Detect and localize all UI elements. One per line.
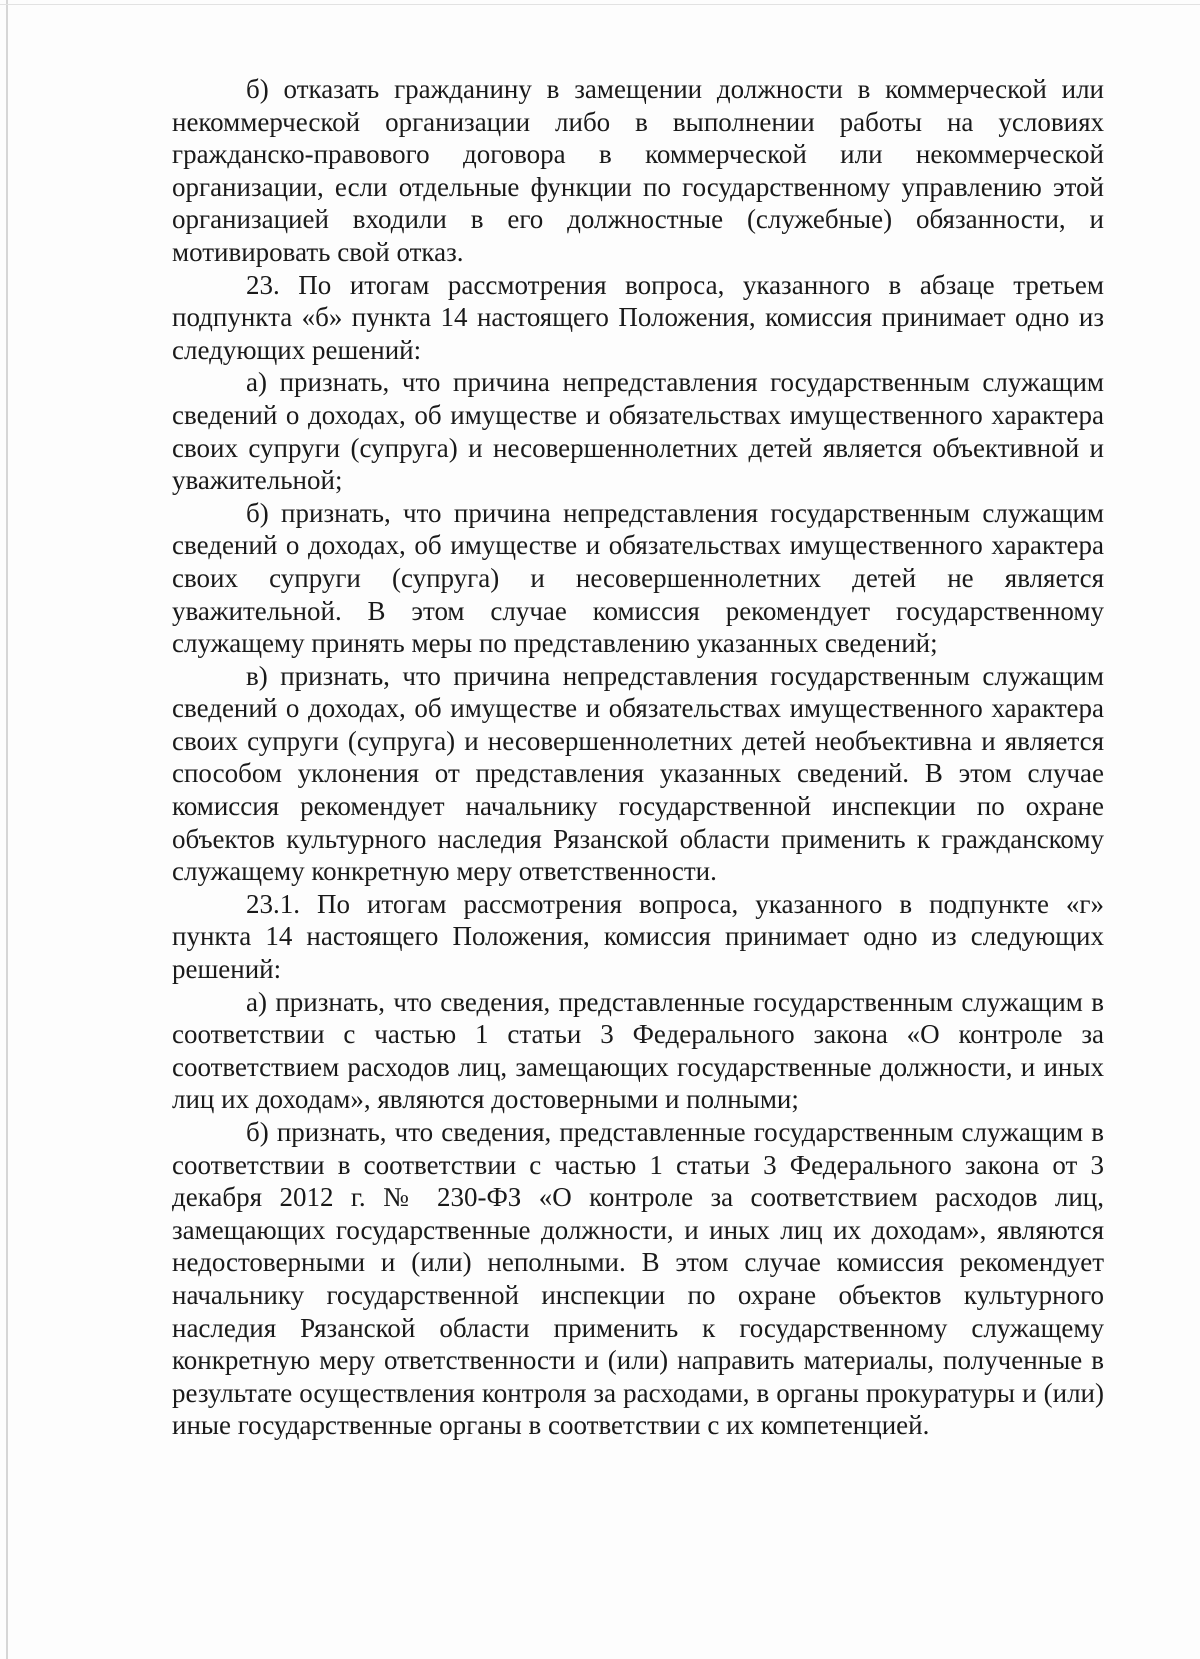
scan-left-edge — [6, 0, 8, 1659]
paragraph-23-a: а) признать, что причина непредставления государственным служащим сведений о доходах, об имуществе и обязательствах имущественного характера своих супруги (супруга) и несовершеннолетних детей является объективной и уважительной; — [172, 367, 1104, 496]
paragraph-23-1-intro: 23.1. По итогам рассмотрения вопроса, указанного в подпункте «г» пункта 14 настоящего Положения, комиссия принимает одно из следующих решений: — [172, 888, 1104, 985]
paragraph-b-refuse: б) отказать гражданину в замещении должности в коммерческой или некоммерческой организации либо в выполнении работы на условиях гражданско-правового договора в коммерческой или некоммерческой организации, если отдельные функции по государственному управлению этой организацией входили в его должностные (служебные) обязанности, и мотивировать свой отказ. — [172, 74, 1104, 267]
paragraph-23-v: в) признать, что причина непредставления государственным служащим сведений о доходах, об имуществе и обязательствах имущественного характера своих супруги (супруга) и несовершеннолетних детей необъективна и является способом уклонения от представления указанных сведений. В этом случае комиссия рекомендует начальнику государственной инспекции по охране объектов культурного наследия Рязанской области применить к гражданскому служащему конкретную меру ответственности. — [172, 660, 1104, 887]
paragraph-23-1-b: б) признать, что сведения, представленные государственным служащим в соответствии в соответствии с частью 1 статьи 3 Федерального закона от 3 декабря 2012 г. № 230-ФЗ «О контроле за соответствием расходов лиц, замещающих государственные должности, и иных лиц их доходам», являются недостоверными и (или) неполными. В этом случае комиссия рекомендует начальнику государственной инспекции по охране объектов культурного наследия Рязанской области применить к государственному служащему конкретную меру ответственности и (или) направить материалы, полученные в результате осуществления контроля за расходами, в органы прокуратуры и (или) иные государственные органы в соответствии с их компетенцией. — [172, 1117, 1104, 1441]
document-body — [172, 73, 1104, 1442]
paragraph-23-b: б) признать, что причина непредставления государственным служащим сведений о доходах, об имуществе и обязательствах имущественного характера своих супруги (супруга) и несовершеннолетних детей не является уважительной. В этом случае комиссия рекомендует государственному служащему принять меры по представлению указанных сведений; — [172, 497, 1104, 659]
paragraph-23-1-a: а) признать, что сведения, представленные государственным служащим в соответствии с частью 1 статьи 3 Федерального закона «О контроле за соответствием расходов лиц, замещающих государственные должности, и иных лиц их доходам», являются достоверными и полными; — [172, 986, 1104, 1115]
paragraph-23-intro: 23. По итогам рассмотрения вопроса, указанного в абзаце третьем подпункта «б» пункта 14 настоящего Положения, комиссия принимает одно из следующих решений: — [172, 269, 1104, 365]
scan-top-edge — [0, 4, 1200, 5]
